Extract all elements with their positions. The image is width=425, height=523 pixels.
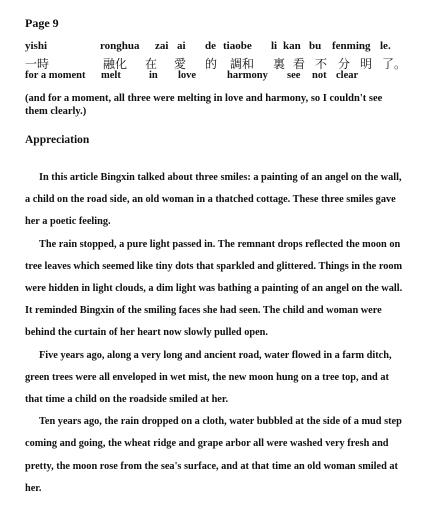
english-gloss-word: see [287, 70, 301, 81]
english-gloss-word: clear [336, 70, 359, 81]
chinese-word: 看 [293, 57, 306, 71]
pinyin-word: zai [155, 40, 169, 52]
pinyin-word: kan [283, 40, 301, 52]
english-gloss-word: melt [101, 70, 121, 81]
pinyin-word: ai [177, 40, 186, 52]
paragraph: The rain stopped, a pure light passed in. The remnant drops reflected the moon on tree leaves which seemed like tiny dots that sparkled and glittered. Things in the room were hidden in light clouds, a dim light was bathing a painting of an angel on the wall. It reminded Bingxin of the smiling faces she had seen. The child and woman were behind the curtain of her heart now slowly pulled open. [25, 238, 403, 339]
chinese-word: 不 [315, 57, 328, 71]
body-text [25, 167, 405, 500]
chinese-row [25, 55, 405, 70]
chinese-word: 融化 [103, 57, 128, 71]
gloss-block [25, 40, 405, 85]
english-gloss-word: in [149, 70, 158, 81]
pinyin-word: bu [309, 40, 322, 52]
pinyin-word: de [205, 40, 216, 52]
chinese-word: 愛 [174, 57, 187, 71]
chinese-word: 分 [338, 57, 351, 71]
chinese-word: 的 [205, 57, 218, 71]
chinese-word: 一時 [25, 57, 50, 71]
translation-paraphrase: (and for a moment, all three were melting in love and harmony, so I couldn't see them clearly.) [25, 93, 383, 117]
english-gloss-word: for a moment [25, 70, 86, 81]
paragraph: Ten years ago, the rain dropped on a cloth, water bubbled at the side of a mud step coming and going, the wheat ridge and grape arbor all were washed very fresh and pretty, the moon rose from the sea's surface, and at that time an old woman smiled at her. [25, 416, 402, 494]
chinese-word: 了。 [382, 57, 407, 71]
paragraph: In this article Bingxin talked about three smiles: a painting of an angel on the wall, a child on the road side, an old woman in a thatched cottage. These three smiles gave her a poetic feeling. [25, 172, 402, 228]
pinyin-word: fenming [332, 40, 371, 52]
chinese-word: 調和 [230, 57, 255, 71]
english-gloss-word: love [178, 70, 197, 81]
english-gloss-word: harmony [227, 70, 268, 81]
section-heading: Appreciation [25, 134, 90, 146]
chinese-word: 在 [145, 57, 158, 71]
chinese-word: 裏 [273, 57, 286, 71]
english-gloss-word: not [312, 70, 327, 81]
pinyin-row [25, 40, 405, 55]
chinese-word: 明 [360, 57, 373, 71]
pinyin-word: ronghua [100, 40, 140, 52]
pinyin-word: yishi [25, 40, 48, 52]
pinyin-word: tiaobe [223, 40, 252, 52]
english-gloss-row [25, 70, 405, 85]
page-label: Page 9 [25, 16, 59, 30]
pinyin-word: le. [380, 40, 391, 52]
pinyin-word: li [271, 40, 278, 52]
paragraph: Five years ago, along a very long and ancient road, water flowed in a farm ditch, green trees were all enveloped in wet mist, the new moon hung on a tree top, and at that time a child on the roadside smiled at her. [25, 349, 392, 406]
